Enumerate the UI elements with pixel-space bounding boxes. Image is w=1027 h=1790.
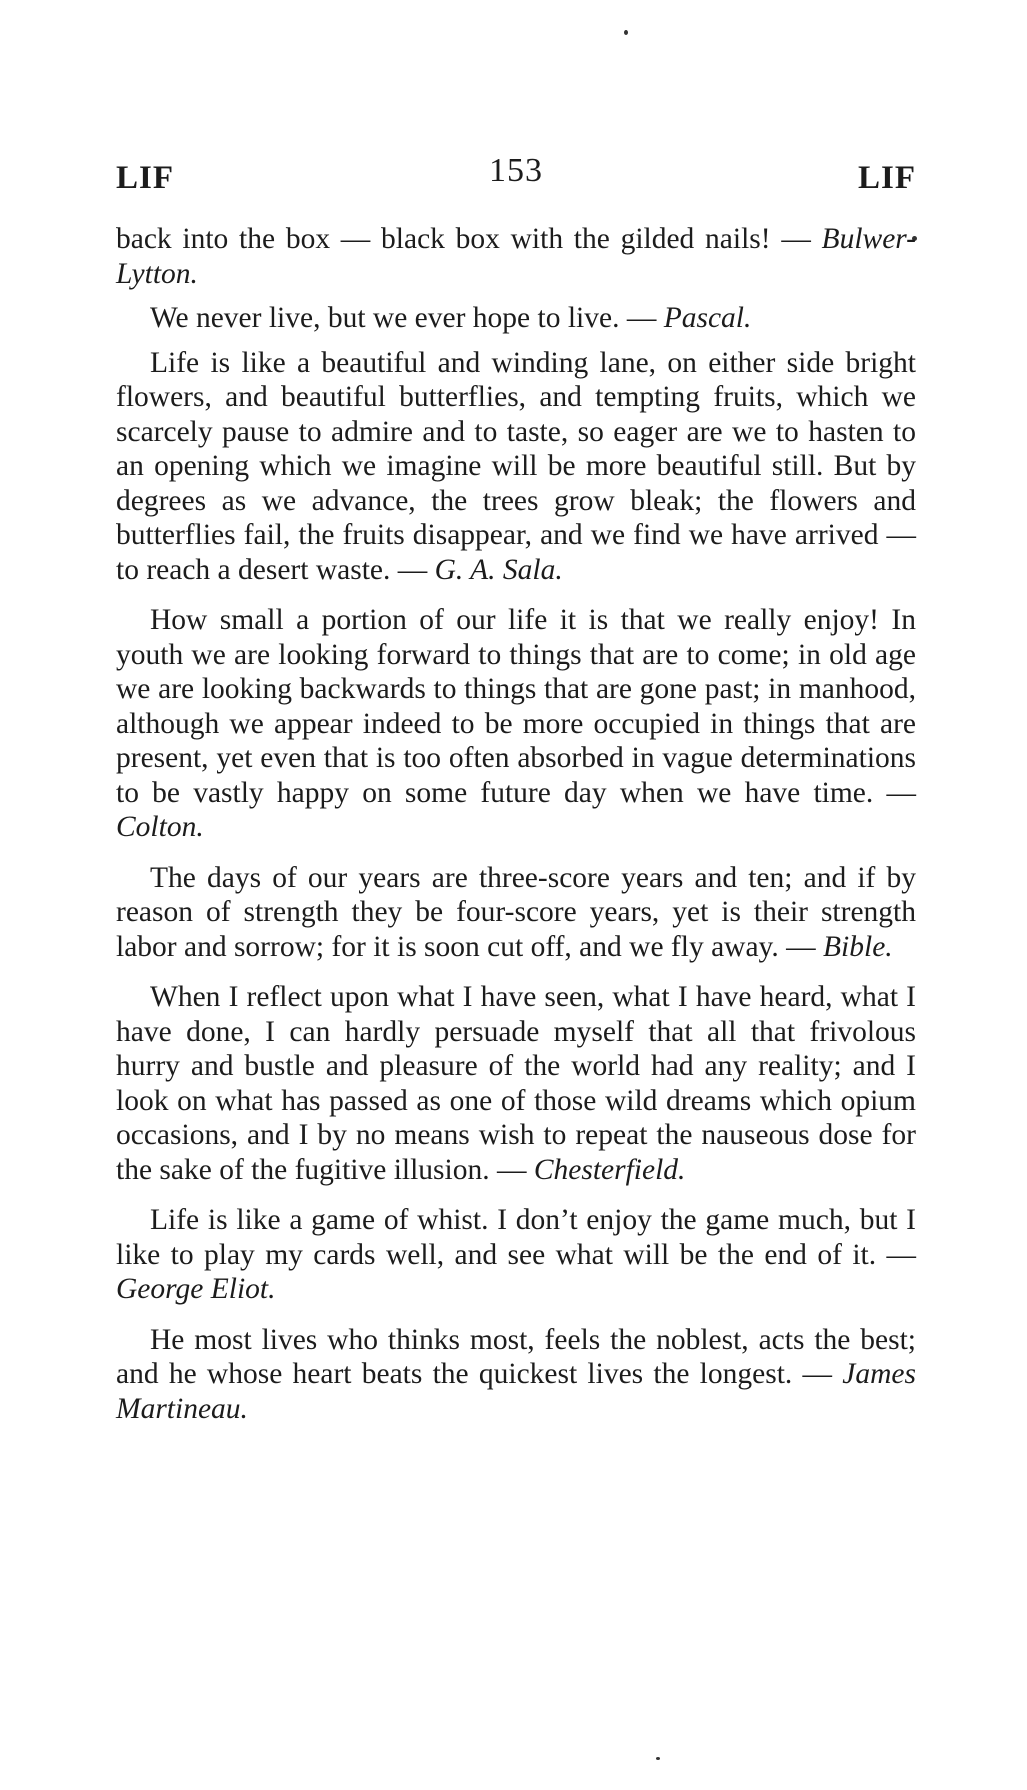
quotation-text: Life is like a game of whist. I don’t enjoy the game much, but I like to play my cards well, and see what will be the end of it. [116, 1204, 916, 1271]
quotation-entry [116, 980, 916, 1187]
quotation-text: How small a portion of our life it is that we really enjoy! In youth we are looking forward to things that are to come; in old age we are looking backwards to things that are gone past; in manhood, although we appear indeed to be more occupied in things that are present, yet even that is too often absorbed in vague determinations to be vastly happy on some future day when we have time. [116, 604, 916, 809]
quotation-entry [116, 346, 916, 588]
page-number: 153 [489, 152, 543, 189]
attribution-dash: — [886, 776, 916, 809]
attribution-dash: — [802, 1358, 843, 1390]
quotation-author: James Martineau. [116, 1358, 916, 1425]
quotation-author: Pascal. [663, 302, 752, 334]
quotation-text: When I reflect upon what I have seen, what I have heard, what I have done, I can hardly persuade myself that all that frivolous hurry and bustle and pleasure of the world had any reality; and I look on what has passed as one of those wild dreams which opium occasions, and I by no means wish to repeat the nauseous dose for the sake of the fugitive illusion. [116, 981, 916, 1186]
quotation-text: back into the box — black box with the gilded nails! [116, 223, 782, 255]
quotation-entry [116, 222, 916, 291]
running-head-right: LIF [857, 160, 916, 196]
quotation-author: Bulwer-Lytton. [116, 223, 916, 290]
running-head [116, 150, 916, 200]
quotation-entry [116, 603, 916, 845]
attribution-dash: — [626, 302, 664, 334]
quotation-author: Chesterfield. [533, 1153, 686, 1186]
quotation-text: Life is like a beautiful and winding lane, on either side bright flowers, and beautiful butterflies, and tempting fruits, which we scarcely pause to admire and to taste, so eager are we to hasten to an opening which we imagine will be more beautiful still. But by degrees as we advance, the trees grow bleak; the flowers and butterflies fail, the fruits disappear, and we find we have arrived — to reach a desert waste. [116, 346, 916, 586]
quotation-entry [116, 1203, 916, 1307]
scan-speck [624, 30, 628, 35]
quotation-entry [116, 861, 916, 965]
quotation-text: He most lives who thinks most, feels the noblest, acts the best; and he whose heart beats the quickest lives the longest. [116, 1323, 916, 1390]
quotation-entry [116, 301, 916, 336]
attribution-dash: — [496, 1153, 534, 1186]
quotation-text: We never live, but we ever hope to live. [150, 302, 627, 334]
quotation-entry [116, 1323, 916, 1427]
quotation-author: George Eliot. [116, 1273, 276, 1305]
quotation-author: G. A. Sala. [434, 553, 563, 586]
attribution-dash: — [781, 223, 822, 255]
attribution-dash: — [886, 1238, 916, 1271]
quotation-author: Colton. [116, 811, 204, 843]
attribution-dash: — [786, 930, 824, 963]
running-head-left: LIF [116, 160, 175, 196]
attribution-dash: — [397, 553, 435, 586]
quotation-text: The days of our years are three-score years and ten; and if by reason of strength they be four-score years, yet is their strength labor and sorrow; for it is soon cut off, and we fly away. [116, 861, 916, 963]
scan-speck [656, 1757, 660, 1760]
quotation-list [116, 222, 916, 1426]
quotation-author: Bible. [823, 930, 893, 963]
book-page [116, 150, 916, 1442]
